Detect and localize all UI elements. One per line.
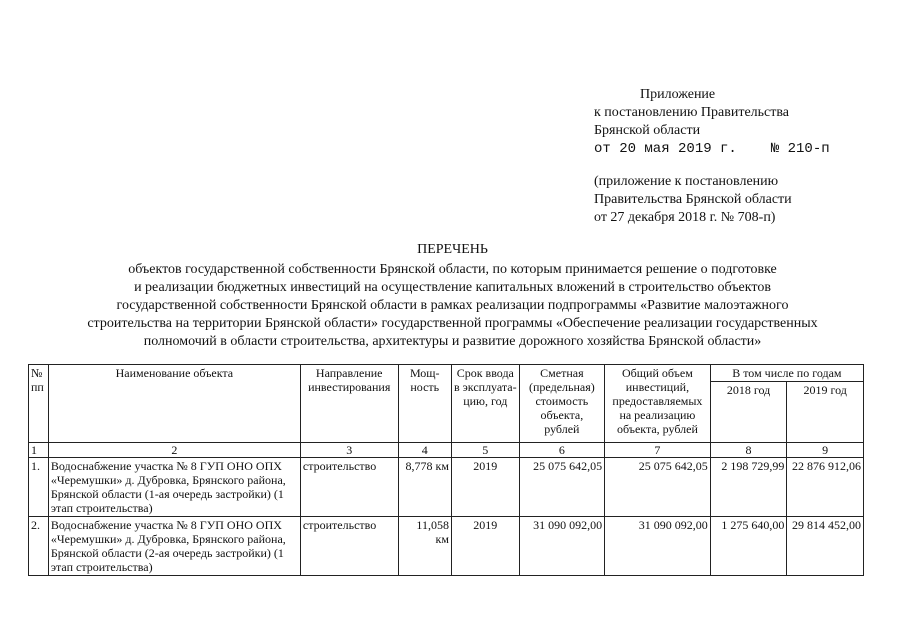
row-estimate: 25 075 642,05	[519, 458, 604, 517]
col-number: 5	[451, 443, 519, 458]
appendix-block	[594, 86, 830, 158]
appendix-date: от 20 мая 2019 г.	[594, 141, 737, 157]
col-number: 4	[398, 443, 451, 458]
heading-line2: и реализации бюджетных инвестиций на осуществление капитальных вложений в строительство объектов	[134, 280, 771, 295]
header-2019: 2019 год	[787, 382, 864, 443]
header-total: Общий объем инвестиций, предоставляемых на реализацию объекта, рублей	[605, 365, 711, 443]
row-name: Водоснабжение участка № 8 ГУП ОНО ОПХ «Черемушки» д. Дубровка, Брянского района, Брянской области (2-ая очередь застройки) (1 этап строительства)	[48, 517, 300, 576]
row-2019: 22 876 912,06	[787, 458, 864, 517]
column-number-row	[29, 443, 864, 458]
row-direction: строительство	[300, 517, 398, 576]
row-estimate: 31 090 092,00	[519, 517, 604, 576]
previous-line2: Правительства Брянской области	[594, 192, 792, 207]
header-term: Срок ввода в эксплуата-цию, год	[451, 365, 519, 443]
header-2018: 2018 год	[710, 382, 787, 443]
row-2018: 1 275 640,00	[710, 517, 787, 576]
heading-line3: государственной собственности Брянской области в рамках реализации подпрограммы «Развитие малоэтажного	[116, 298, 789, 313]
appendix-line3: Брянской области	[594, 123, 701, 138]
previous-line1: (приложение к постановлению	[594, 174, 779, 189]
table-row	[29, 458, 864, 517]
document-title: ПЕРЕЧЕНЬ	[417, 242, 488, 257]
header-estimate: Сметная (предельная) стоимость объекта, рублей	[519, 365, 604, 443]
appendix-line1: Приложение	[640, 87, 716, 102]
previous-line3: от 27 декабря 2018 г. № 708-п)	[594, 210, 776, 225]
row-term: 2019	[451, 517, 519, 576]
appendix-date-line	[594, 140, 830, 158]
row-num: 1.	[29, 458, 49, 517]
header-including: В том числе по годам	[710, 365, 863, 382]
row-2018: 2 198 729,99	[710, 458, 787, 517]
col-number: 9	[787, 443, 864, 458]
header-num: № пп	[29, 365, 49, 443]
appendix-number: № 210-п	[770, 141, 830, 157]
col-number: 6	[519, 443, 604, 458]
header-name: Наименование объекта	[48, 365, 300, 443]
header-direction: Направление инвестирования	[300, 365, 398, 443]
objects-table	[28, 364, 864, 576]
table-row	[29, 517, 864, 576]
col-number: 2	[48, 443, 300, 458]
table-header-row	[29, 365, 864, 382]
row-num: 2.	[29, 517, 49, 576]
row-2019: 29 814 452,00	[787, 517, 864, 576]
heading-line5: полномочий в области строительства, архитектуры и развитие дорожного хозяйства Брянской области»	[143, 334, 762, 349]
row-term: 2019	[451, 458, 519, 517]
row-capacity: 11,058 км	[398, 517, 451, 576]
header-capacity: Мощ-ность	[398, 365, 451, 443]
appendix-line2: к постановлению Правительства	[594, 105, 790, 120]
row-name: Водоснабжение участка № 8 ГУП ОНО ОПХ «Черемушки» д. Дубровка, Брянского района, Брянской области (1-ая очередь застройки) (1 этап строительства)	[48, 458, 300, 517]
previous-appendix-block	[594, 173, 792, 227]
heading-line1: объектов государственной собственности Брянской области, по которым принимается решение о подготовке	[128, 262, 777, 277]
col-number: 3	[300, 443, 398, 458]
col-number: 7	[605, 443, 711, 458]
col-number: 1	[29, 443, 49, 458]
heading-line4: строительства на территории Брянской области» государственной программы «Обеспечение реализации государственных	[87, 316, 818, 331]
row-total: 31 090 092,00	[605, 517, 711, 576]
row-total: 25 075 642,05	[605, 458, 711, 517]
row-direction: строительство	[300, 458, 398, 517]
document-heading	[20, 261, 885, 351]
row-capacity: 8,778 км	[398, 458, 451, 517]
col-number: 8	[710, 443, 787, 458]
